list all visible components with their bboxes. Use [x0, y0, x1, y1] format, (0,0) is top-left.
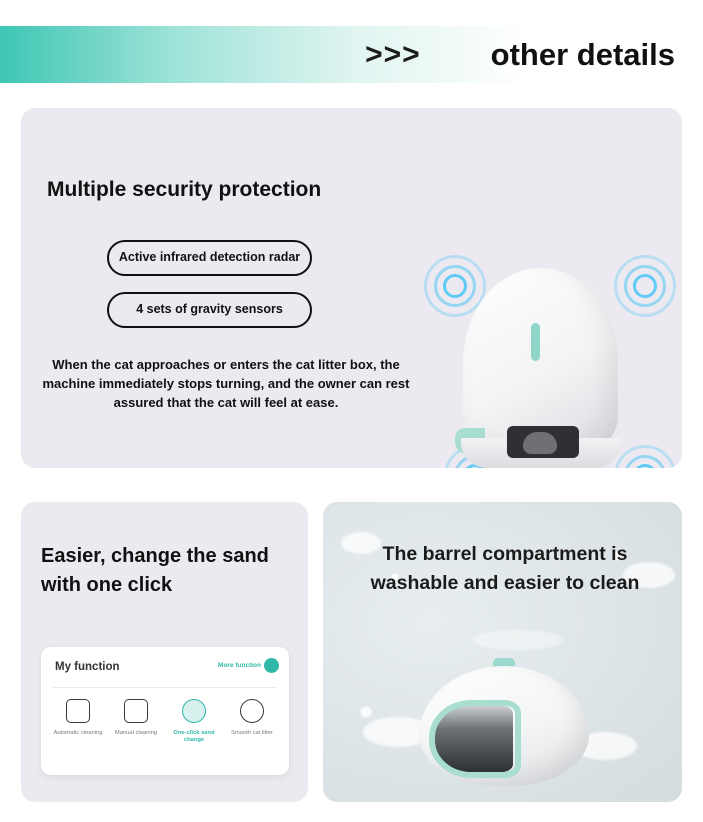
more-function-label: More function — [218, 661, 261, 669]
one-click-sand-change-icon — [182, 699, 206, 723]
app-panel-title: My function — [55, 661, 120, 673]
manual-cleaning-icon — [124, 699, 148, 723]
security-protection-card — [21, 108, 682, 468]
app-function-list — [49, 699, 281, 744]
page-header — [0, 26, 703, 83]
function-label: Automatic cleaning — [53, 730, 103, 736]
more-function-icon — [264, 658, 279, 673]
header-arrows-icon: >>> — [365, 37, 421, 71]
page-title: other details — [490, 36, 675, 72]
smooth-cat-litter-icon — [240, 699, 264, 723]
app-function-panel — [41, 647, 289, 775]
washable-card-title: The barrel compartment is washable and easier to clean — [370, 543, 640, 595]
function-label: Smooth cat litter — [231, 730, 273, 736]
cat-litter-box-device-illustration — [411, 138, 671, 458]
device-indicator-stripe — [531, 323, 540, 361]
function-smooth-cat-litter[interactable] — [223, 699, 281, 744]
water-splash — [473, 630, 563, 650]
footer-spacer — [0, 802, 703, 822]
security-card-title: Multiple security protection — [47, 178, 322, 201]
automatic-cleaning-icon — [66, 699, 90, 723]
badge-infrared-radar: Active infrared detection radar — [107, 240, 312, 276]
security-card-description: When the cat approaches or enters the cat litter box, the machine immediately stops turning, and the owner can rest assured that the cat will feel at ease. — [42, 357, 410, 410]
washable-barrel-card — [323, 502, 682, 802]
function-manual-cleaning[interactable] — [107, 699, 165, 744]
function-one-click-sand-change[interactable] — [165, 699, 223, 744]
function-label: Manual cleaning — [114, 730, 158, 736]
function-label: One-click sand change — [173, 730, 215, 744]
sand-change-card — [21, 502, 308, 802]
barrel-rim — [429, 700, 521, 778]
cat-figure — [523, 432, 557, 454]
panel-divider — [53, 687, 277, 688]
function-automatic-cleaning[interactable] — [49, 699, 107, 744]
more-function-button[interactable] — [218, 658, 279, 673]
sand-card-title: Easier, change the sand with one click — [41, 545, 269, 596]
wifi-wave-icon — [607, 248, 677, 318]
badge-gravity-sensors: 4 sets of gravity sensors — [107, 292, 312, 328]
cat-litter-barrel-device-illustration — [419, 658, 589, 790]
